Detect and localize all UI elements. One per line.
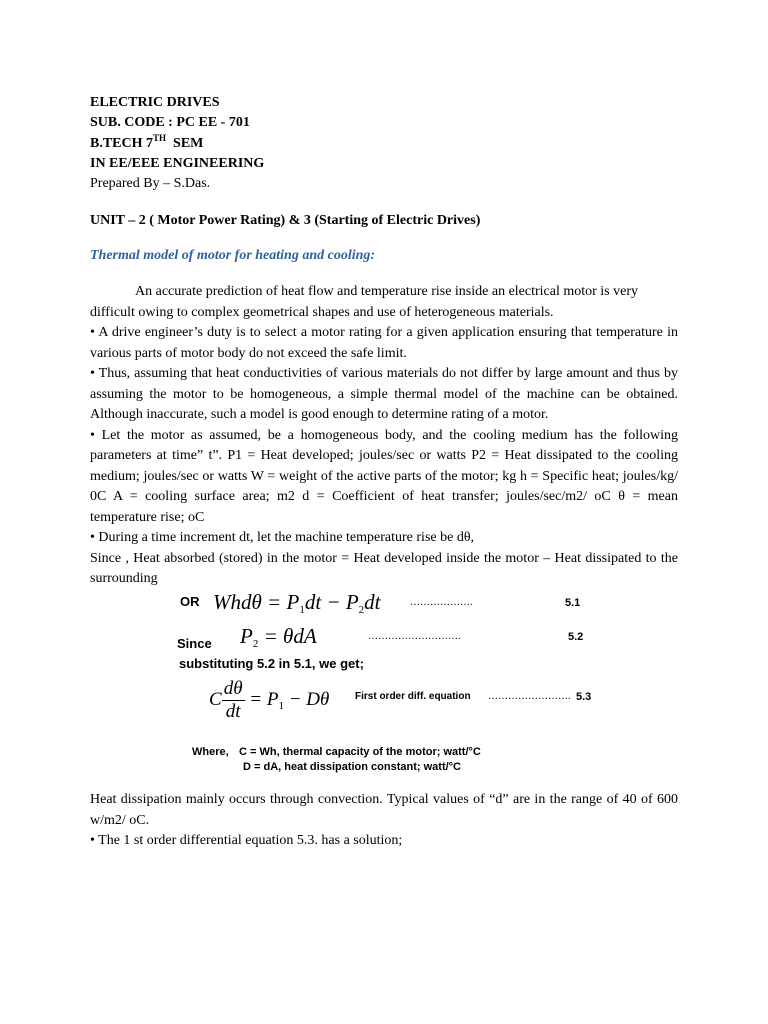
- paragraph-1-line-2: difficult owing to complex geometrical shapes and use of heterogeneous materials.: [90, 304, 554, 320]
- subject-code: SUB. CODE : PC EE - 701: [90, 115, 250, 131]
- equation-5-3: C $\frac{d\theta}{dt}$ = $P_1 - D\theta$: [209, 678, 330, 722]
- eq3-dots: …………………….: [488, 691, 571, 702]
- where-label: Where,: [192, 746, 229, 758]
- paragraph-7: Heat dissipation mainly occurs through convection. Typical values of “d” are in the range of 40 of 600 w/m2/ oC.: [90, 792, 678, 828]
- paragraph-3: • Thus, assuming that heat conductivities of various materials do not differ by large amount and thus by assuming the motor to be homogeneous, a simple thermal model of the machine can be obtained. Although inaccurate, such a model is good enough to determine rating of a motor.: [90, 366, 678, 422]
- since-label: Since: [177, 636, 212, 651]
- eq2-number: 5.2: [568, 631, 584, 643]
- body-text: [90, 282, 678, 590]
- or-label: OR: [180, 594, 200, 609]
- paragraph-2: • A drive engineer’s duty is to select a motor rating for a given application ensuring that temperature in various parts of motor body do not exceed the safe limit.: [90, 325, 678, 361]
- eq3-description: First order diff. equation: [355, 691, 471, 702]
- eq1-number: 5.1: [565, 597, 581, 609]
- paragraph-8: • The 1 st order differential equation 5.3. has a solution;: [90, 833, 403, 848]
- department: IN EE/EEE ENGINEERING: [90, 155, 265, 171]
- closing-text: [90, 790, 678, 852]
- eq3-number: 5.3: [576, 691, 592, 703]
- equation-5-2: $P_2 = \theta dA$: [240, 624, 317, 650]
- unit-title: UNIT – 2 ( Motor Power Rating) & 3 (Starting of Electric Drives): [90, 213, 481, 228]
- semester: B.TECH 7TH SEM: [90, 132, 204, 151]
- where-c-definition: C = Wh, thermal capacity of the motor; watt/°C: [239, 746, 481, 758]
- document-header: [90, 93, 264, 194]
- paragraph-1-line-1: An accurate prediction of heat flow and temperature rise inside an electrical motor is very: [135, 284, 639, 299]
- eq1-dots: ……………….: [410, 597, 473, 608]
- paragraph-5: • During a time increment dt, let the machine temperature rise be dθ,: [90, 530, 475, 545]
- paragraph-6: Since , Heat absorbed (stored) in the motor = Heat developed inside the motor – Heat dissipated to the surrounding: [90, 550, 678, 586]
- author-line: Prepared By – S.Das.: [90, 176, 211, 192]
- where-d-definition: D = dA, heat dissipation constant; watt/°C: [243, 761, 462, 773]
- equation-5-1: $Whd\theta = P_1dt - P_2dt$: [213, 590, 381, 616]
- course-title: ELECTRIC DRIVES: [90, 95, 220, 110]
- paragraph-4: • Let the motor as assumed, be a homogeneous body, and the cooling medium has the following parameters at time” t”. P1 = Heat developed; joules/sec or watts P2 = Heat dissipated to the cooling medium; joules/sec or watts W = weight of the active parts of the motor; kg h = Specific heat; joules/kg/ 0C A = cooling surface area; m2 d = Coefficient of heat transfer; joules/sec/m2/ oC θ = mean temperature rise; oC: [90, 427, 678, 525]
- eq2-dots: ……………………….: [368, 631, 461, 642]
- section-title: Thermal model of motor for heating and cooling:: [90, 248, 376, 263]
- substituting-line: substituting 5.2 in 5.1, we get;: [179, 656, 364, 671]
